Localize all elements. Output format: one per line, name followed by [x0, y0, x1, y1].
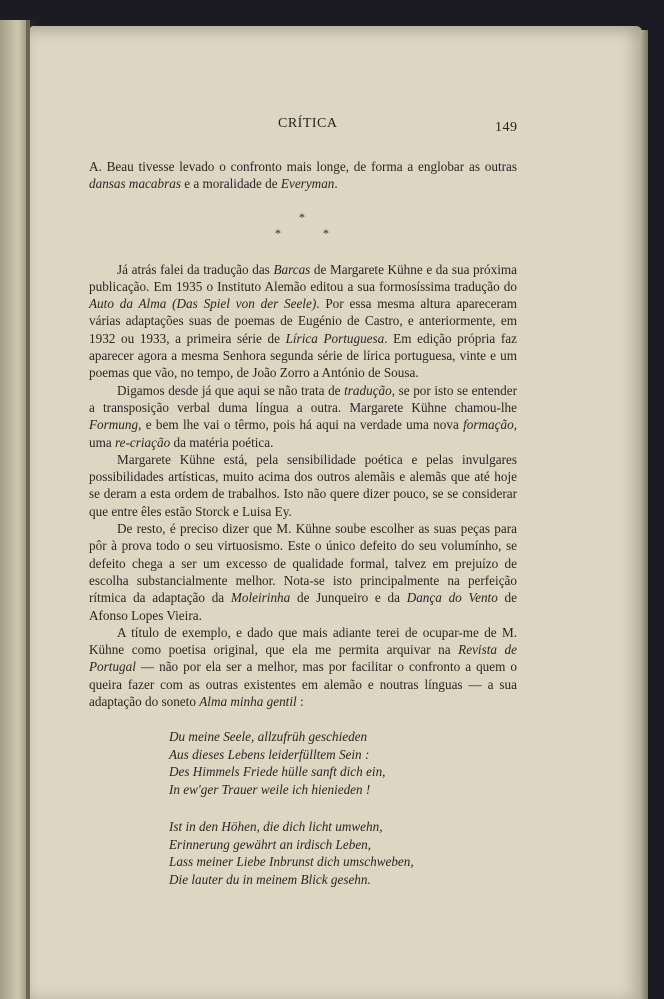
paragraph-5: A título de exemplo, e dado que mais adiante terei de ocupar-me de M. Kühne como poetisa original, que ela me permita arquivar na Revista de Portugal — não por ela ser a melhor, mas por facilitar o confronto a quem o queira fazer com as outras existentes em alemão e noutras línguas — a sua adaptação do soneto Alma minha gentil :: [89, 624, 518, 710]
poem-line: Du meine Seele, allzufrüh geschieden: [169, 729, 368, 745]
poem-line: Erinnerung gewährt an irdisch Leben,: [169, 836, 372, 852]
paragraph-4: De resto, é preciso dizer que M. Kühne soube escolher as suas peças para pôr à prova todo o seu virtuosismo. Este o único defeito do seu volumínho, se defeito chega a ser um excesso de qualidade formal, talvez em prejuízo de escolha substancialmente melhor. Nota-se isto principalmente na perfeição rítmica da adaptação da Moleirinha de Junqueiro e da Dança do Vento de Afonso Lopes Vieira.: [89, 521, 517, 623]
poem-line: Ist in den Höhen, die dich licht umwehn,: [169, 819, 383, 835]
sonnet-quote: [89, 728, 517, 888]
poem-line: In ew'ger Trauer weile ich hienieden !: [169, 781, 371, 797]
stanza-2: [169, 818, 517, 888]
page-edge: [640, 30, 648, 999]
asterism-star: *: [323, 225, 329, 240]
poem-line: Die lauter du in meinem Blick gesehn.: [169, 871, 371, 887]
asterism-star: *: [299, 209, 305, 224]
paragraph-1: Já atrás falei da tradução das Barcas de Margarete Kühne e da sua próxima publicação. Em 1935 o Instituto Alemão editou a sua formosíssima tradução do Auto da Alma (Das Spiel von der Seele). Por essa mesma altura apareceram várias adaptações suas de poemas de Eugénio de Castro, e anteriormente, em 1932 ou 1933, a primeira série de Lírica Portuguesa. Em edição própria faz aparecer agora a mesma Senhora segunda série de lírica portuguesa, vinte e um poemas que vão, no tempo, de João Zorro a António de Sousa.: [89, 261, 518, 381]
page-number: 149: [495, 120, 518, 135]
poem-line: Lass meiner Liebe Inbrunst dich umschweben,: [169, 854, 414, 870]
stanza-1: [169, 728, 517, 798]
paragraph-3: Margarete Kühne está, pela sensibilidade poética e pelas invulgares possibilidades artísticas, muito acima dos outros alemãis e alemãs que até hoje se deram a esta ordem de trabalhos. Isto não quere dizer pouco, se se considerar que entre êles estão Storck e Luisa Ey.: [89, 451, 517, 519]
running-title: CRÍTICA: [278, 116, 338, 131]
asterism-star: *: [275, 225, 281, 240]
book-page: [30, 26, 642, 999]
body-text: [89, 158, 517, 908]
poem-line: Des Himmels Friede hülle sanft dich ein,: [169, 764, 386, 780]
opening-paragraph: A. Beau tivesse levado o confronto mais longe, de forma a englobar as outras dansas macabras e a moralidade de Everyman.: [89, 159, 517, 192]
paragraph-2: Digamos desde já que aqui se não trata de tradução, se por isto se entender a transposição verbal duma língua a outra. Margarete Kühne chamou-lhe Formung, e bem lhe vai o têrmo, pois há aqui na verdade uma nova formação, uma re-criação da matéria poética.: [89, 382, 517, 450]
section-break: [89, 199, 517, 249]
poem-line: Aus dieses Lebens leiderfülltem Sein :: [169, 746, 370, 762]
